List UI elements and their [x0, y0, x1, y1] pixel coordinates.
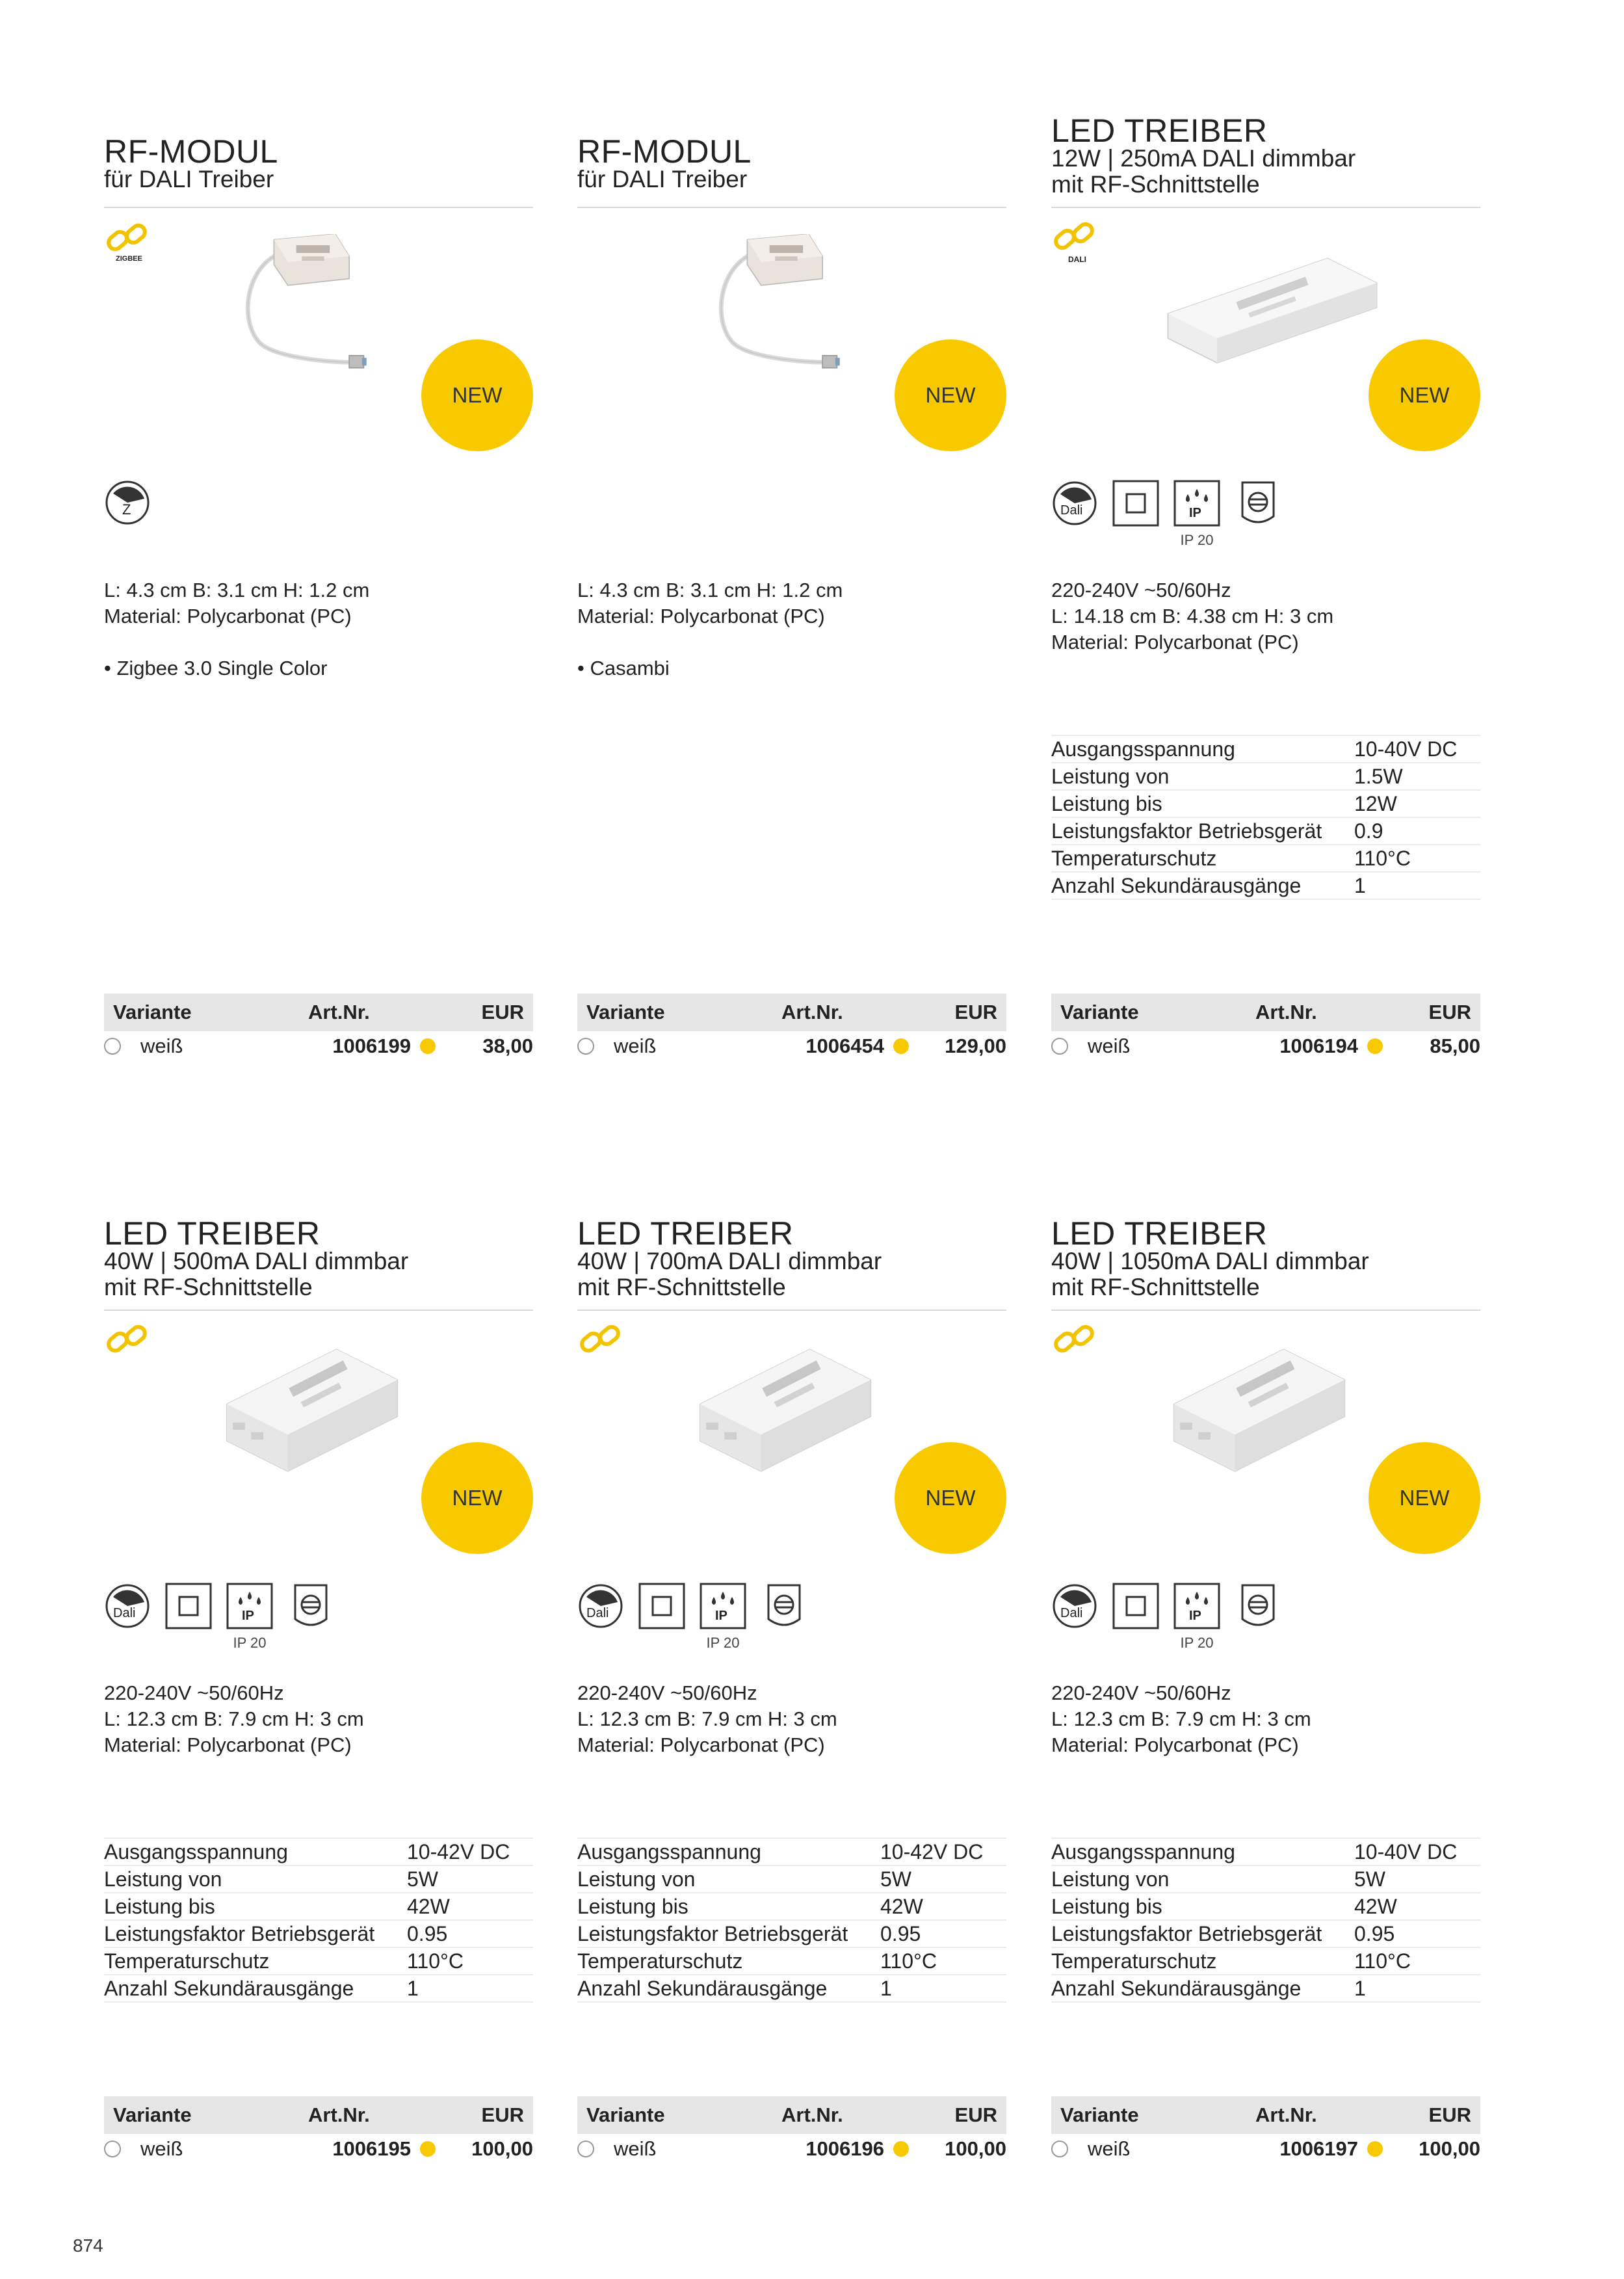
spec-row: Temperaturschutz 110°C	[577, 1947, 1006, 1974]
divider	[577, 207, 1006, 208]
dali-label: DALI	[1068, 255, 1086, 264]
product-title: LED TREIBER	[577, 1215, 794, 1252]
availability-dot-icon	[420, 1038, 436, 1054]
feature-icons	[577, 1583, 807, 1651]
product-subtitle-2: mit RF-Schnittstelle	[104, 1274, 313, 1300]
product-description: 220-240V ~50/60Hz L: 12.3 cm B: 7.9 cm H: 3 cm Material: Polycarbonat (PC)	[104, 1681, 364, 1756]
table-row	[577, 1031, 1006, 1061]
product-subtitle: 40W | 500mA DALI dimmbar	[104, 1248, 409, 1274]
price-table	[1051, 994, 1480, 1061]
price: 100,00	[945, 2137, 1006, 2160]
spec-row: Ausgangsspannung 10-40V DC	[1051, 735, 1480, 762]
article-number: 1006199	[332, 1034, 411, 1057]
variant-radio[interactable]	[104, 2141, 121, 2157]
price: 100,00	[1419, 2137, 1480, 2160]
spec-row: Leistung bis 12W	[1051, 789, 1480, 817]
product-subtitle-2: mit RF-Schnittstelle	[577, 1274, 786, 1300]
spec-table	[1051, 1838, 1480, 2003]
variant-radio[interactable]	[577, 2141, 594, 2157]
spec-row: Anzahl Sekundärausgänge 1	[577, 1974, 1006, 2003]
variant-label: weiß	[1088, 1034, 1131, 1057]
variant-label: weiß	[1088, 2137, 1131, 2160]
table-header: Variante Art.Nr. EUR	[577, 2096, 1006, 2134]
article-number: 1006194	[1279, 1034, 1358, 1057]
spec-row: Anzahl Sekundärausgänge 1	[1051, 871, 1480, 900]
feature-icons	[104, 479, 151, 526]
product-title: LED TREIBER	[1051, 1215, 1268, 1252]
table-header: Variante Art.Nr. EUR	[577, 994, 1006, 1031]
spec-row: Leistung bis 42W	[577, 1892, 1006, 1919]
variant-radio[interactable]	[1051, 2141, 1068, 2157]
spec-row: Leistungsfaktor Betriebsgerät 0.9	[1051, 817, 1480, 844]
variant-label: weiß	[614, 1034, 657, 1057]
price: 38,00	[482, 1034, 533, 1057]
product-card	[1051, 1215, 1480, 2168]
ip-caption: IP 20	[1180, 1635, 1214, 1651]
spec-table	[1051, 735, 1480, 900]
table-header: Variante Art.Nr. EUR	[1051, 2096, 1480, 2134]
spec-row: Temperaturschutz 110°C	[1051, 844, 1480, 871]
price-table	[577, 2096, 1006, 2164]
availability-dot-icon	[420, 2141, 436, 2157]
dimmable-z-icon: Z	[104, 479, 151, 526]
dali-dimmable-icon: Dali	[104, 1583, 151, 1629]
new-badge: NEW	[421, 1442, 533, 1554]
product-image	[215, 1336, 410, 1485]
product-image	[688, 1336, 883, 1485]
article-number: 1006195	[332, 2137, 411, 2160]
dali-logo-icon	[104, 1323, 153, 1373]
divider	[1051, 207, 1480, 208]
protection-class-icon	[638, 1583, 685, 1629]
product-card	[104, 133, 533, 1060]
product-title: RF-MODUL	[104, 133, 278, 170]
price-table	[577, 994, 1006, 1061]
table-header: Variante Art.Nr. EUR	[104, 994, 533, 1031]
price: 100,00	[471, 2137, 533, 2160]
product-subtitle: 40W | 1050mA DALI dimmbar	[1051, 1248, 1369, 1274]
driver-icon	[1235, 1583, 1281, 1629]
ip-rating-icon: IP IP 20	[226, 1583, 273, 1629]
ip-rating-icon: IP IP 20	[700, 1583, 746, 1629]
spec-row: Anzahl Sekundärausgänge 1	[104, 1974, 533, 2003]
spec-row: Temperaturschutz 110°C	[104, 1947, 533, 1974]
driver-icon	[287, 1583, 334, 1629]
driver-icon	[761, 1583, 807, 1629]
protection-class-icon	[1112, 1583, 1159, 1629]
product-title: LED TREIBER	[104, 1215, 321, 1252]
product-description: 220-240V ~50/60Hz L: 12.3 cm B: 7.9 cm H: 3 cm Material: Polycarbonat (PC)	[1051, 1681, 1311, 1756]
spec-table	[577, 1838, 1006, 2003]
spec-row: Leistung von 5W	[104, 1865, 533, 1892]
spec-row: Ausgangsspannung 10-40V DC	[1051, 1838, 1480, 1865]
spec-row: Ausgangsspannung 10-42V DC	[577, 1838, 1006, 1865]
product-description: L: 4.3 cm B: 3.1 cm H: 1.2 cm Material: Polycarbonat (PC) • Casambi	[577, 577, 843, 681]
zigbee-label: ZIGBEE	[116, 255, 142, 263]
ip-caption: IP 20	[1180, 532, 1214, 548]
protection-class-icon	[165, 1583, 212, 1629]
spec-row: Leistungsfaktor Betriebsgerät 0.95	[1051, 1919, 1480, 1947]
protection-class-icon	[1112, 480, 1159, 527]
spec-row: Anzahl Sekundärausgänge 1	[1051, 1974, 1480, 2003]
new-badge: NEW	[1369, 1442, 1480, 1554]
ip-caption: IP 20	[233, 1635, 267, 1651]
product-title: RF-MODUL	[577, 133, 752, 170]
product-subtitle: für DALI Treiber	[577, 166, 748, 192]
price-table	[104, 994, 533, 1061]
product-subtitle-2: mit RF-Schnittstelle	[1051, 1274, 1260, 1300]
spec-row: Leistung von 5W	[1051, 1865, 1480, 1892]
divider	[104, 207, 533, 208]
dali-dimmable-icon: Dali	[1051, 480, 1098, 527]
variant-label: weiß	[140, 2137, 183, 2160]
product-card	[104, 1215, 533, 2168]
divider	[577, 1310, 1006, 1311]
feature-icons	[1051, 480, 1281, 548]
feature-icons	[104, 1583, 334, 1651]
table-row	[104, 1031, 533, 1061]
availability-dot-icon	[1367, 2141, 1383, 2157]
product-image	[234, 234, 403, 390]
zigbee-logo-icon	[104, 221, 153, 272]
spec-row: Leistungsfaktor Betriebsgerät 0.95	[104, 1919, 533, 1947]
spec-row: Leistung bis 42W	[1051, 1892, 1480, 1919]
dali-dimmable-icon: Dali	[1051, 1583, 1098, 1629]
article-number: 1006197	[1279, 2137, 1358, 2160]
feature-bullet: • Casambi	[577, 657, 670, 679]
spec-row: Leistung von 5W	[577, 1865, 1006, 1892]
availability-dot-icon	[1367, 1038, 1383, 1054]
availability-dot-icon	[893, 2141, 909, 2157]
product-image	[707, 234, 876, 390]
ip-rating-icon: IP IP 20	[1173, 1583, 1220, 1629]
table-row	[1051, 1031, 1480, 1061]
price: 85,00	[1430, 1034, 1480, 1057]
table-row	[104, 2134, 533, 2164]
product-subtitle-2: mit RF-Schnittstelle	[1051, 171, 1260, 198]
price-table	[104, 2096, 533, 2164]
new-badge: NEW	[1369, 339, 1480, 451]
dali-dimmable-icon: Dali	[577, 1583, 624, 1629]
table-header: Variante Art.Nr. EUR	[104, 2096, 533, 2134]
variant-radio[interactable]	[1051, 1038, 1068, 1055]
new-badge: NEW	[895, 339, 1006, 451]
dali-logo-icon	[1051, 1323, 1101, 1373]
product-description: 220-240V ~50/60Hz L: 12.3 cm B: 7.9 cm H: 3 cm Material: Polycarbonat (PC)	[577, 1681, 837, 1756]
divider	[104, 1310, 533, 1311]
dali-logo-icon	[577, 1323, 627, 1373]
product-card	[577, 133, 1006, 1060]
variant-radio[interactable]	[577, 1038, 594, 1055]
table-header: Variante Art.Nr. EUR	[1051, 994, 1480, 1031]
table-row	[577, 2134, 1006, 2164]
product-title: LED TREIBER	[1051, 112, 1268, 149]
product-image	[1162, 1336, 1357, 1485]
availability-dot-icon	[893, 1038, 909, 1054]
divider	[1051, 1310, 1480, 1311]
product-subtitle: 12W | 250mA DALI dimmbar	[1051, 145, 1356, 172]
spec-row: Leistungsfaktor Betriebsgerät 0.95	[577, 1919, 1006, 1947]
article-number: 1006454	[805, 1034, 884, 1057]
spec-row: Ausgangsspannung 10-42V DC	[104, 1838, 533, 1865]
spec-row: Temperaturschutz 110°C	[1051, 1947, 1480, 1974]
spec-row: Leistung bis 42W	[104, 1892, 533, 1919]
article-number: 1006196	[805, 2137, 884, 2160]
ip-rating-icon: IP IP 20	[1173, 480, 1220, 527]
variant-label: weiß	[140, 1034, 183, 1057]
ip-caption: IP 20	[706, 1635, 740, 1651]
variant-label: weiß	[614, 2137, 657, 2160]
variant-radio[interactable]	[104, 1038, 121, 1055]
product-card	[1051, 112, 1480, 1065]
product-image	[1162, 246, 1383, 369]
new-badge: NEW	[421, 339, 533, 451]
product-subtitle: 40W | 700mA DALI dimmbar	[577, 1248, 882, 1274]
page-number: 874	[73, 2235, 103, 2256]
feature-bullet: • Zigbee 3.0 Single Color	[104, 657, 328, 679]
price: 129,00	[945, 1034, 1006, 1057]
spec-row: Leistung von 1.5W	[1051, 762, 1480, 789]
product-card	[577, 1215, 1006, 2168]
spec-table	[104, 1838, 533, 2003]
product-description: 220-240V ~50/60Hz L: 14.18 cm B: 4.38 cm H: 3 cm Material: Polycarbonat (PC)	[1051, 579, 1334, 653]
table-row	[1051, 2134, 1480, 2164]
new-badge: NEW	[895, 1442, 1006, 1554]
product-description: L: 4.3 cm B: 3.1 cm H: 1.2 cm Material: Polycarbonat (PC) • Zigbee 3.0 Single Color	[104, 577, 369, 681]
price-table	[1051, 2096, 1480, 2164]
driver-icon	[1235, 480, 1281, 527]
feature-icons	[1051, 1583, 1281, 1651]
product-subtitle: für DALI Treiber	[104, 166, 274, 192]
